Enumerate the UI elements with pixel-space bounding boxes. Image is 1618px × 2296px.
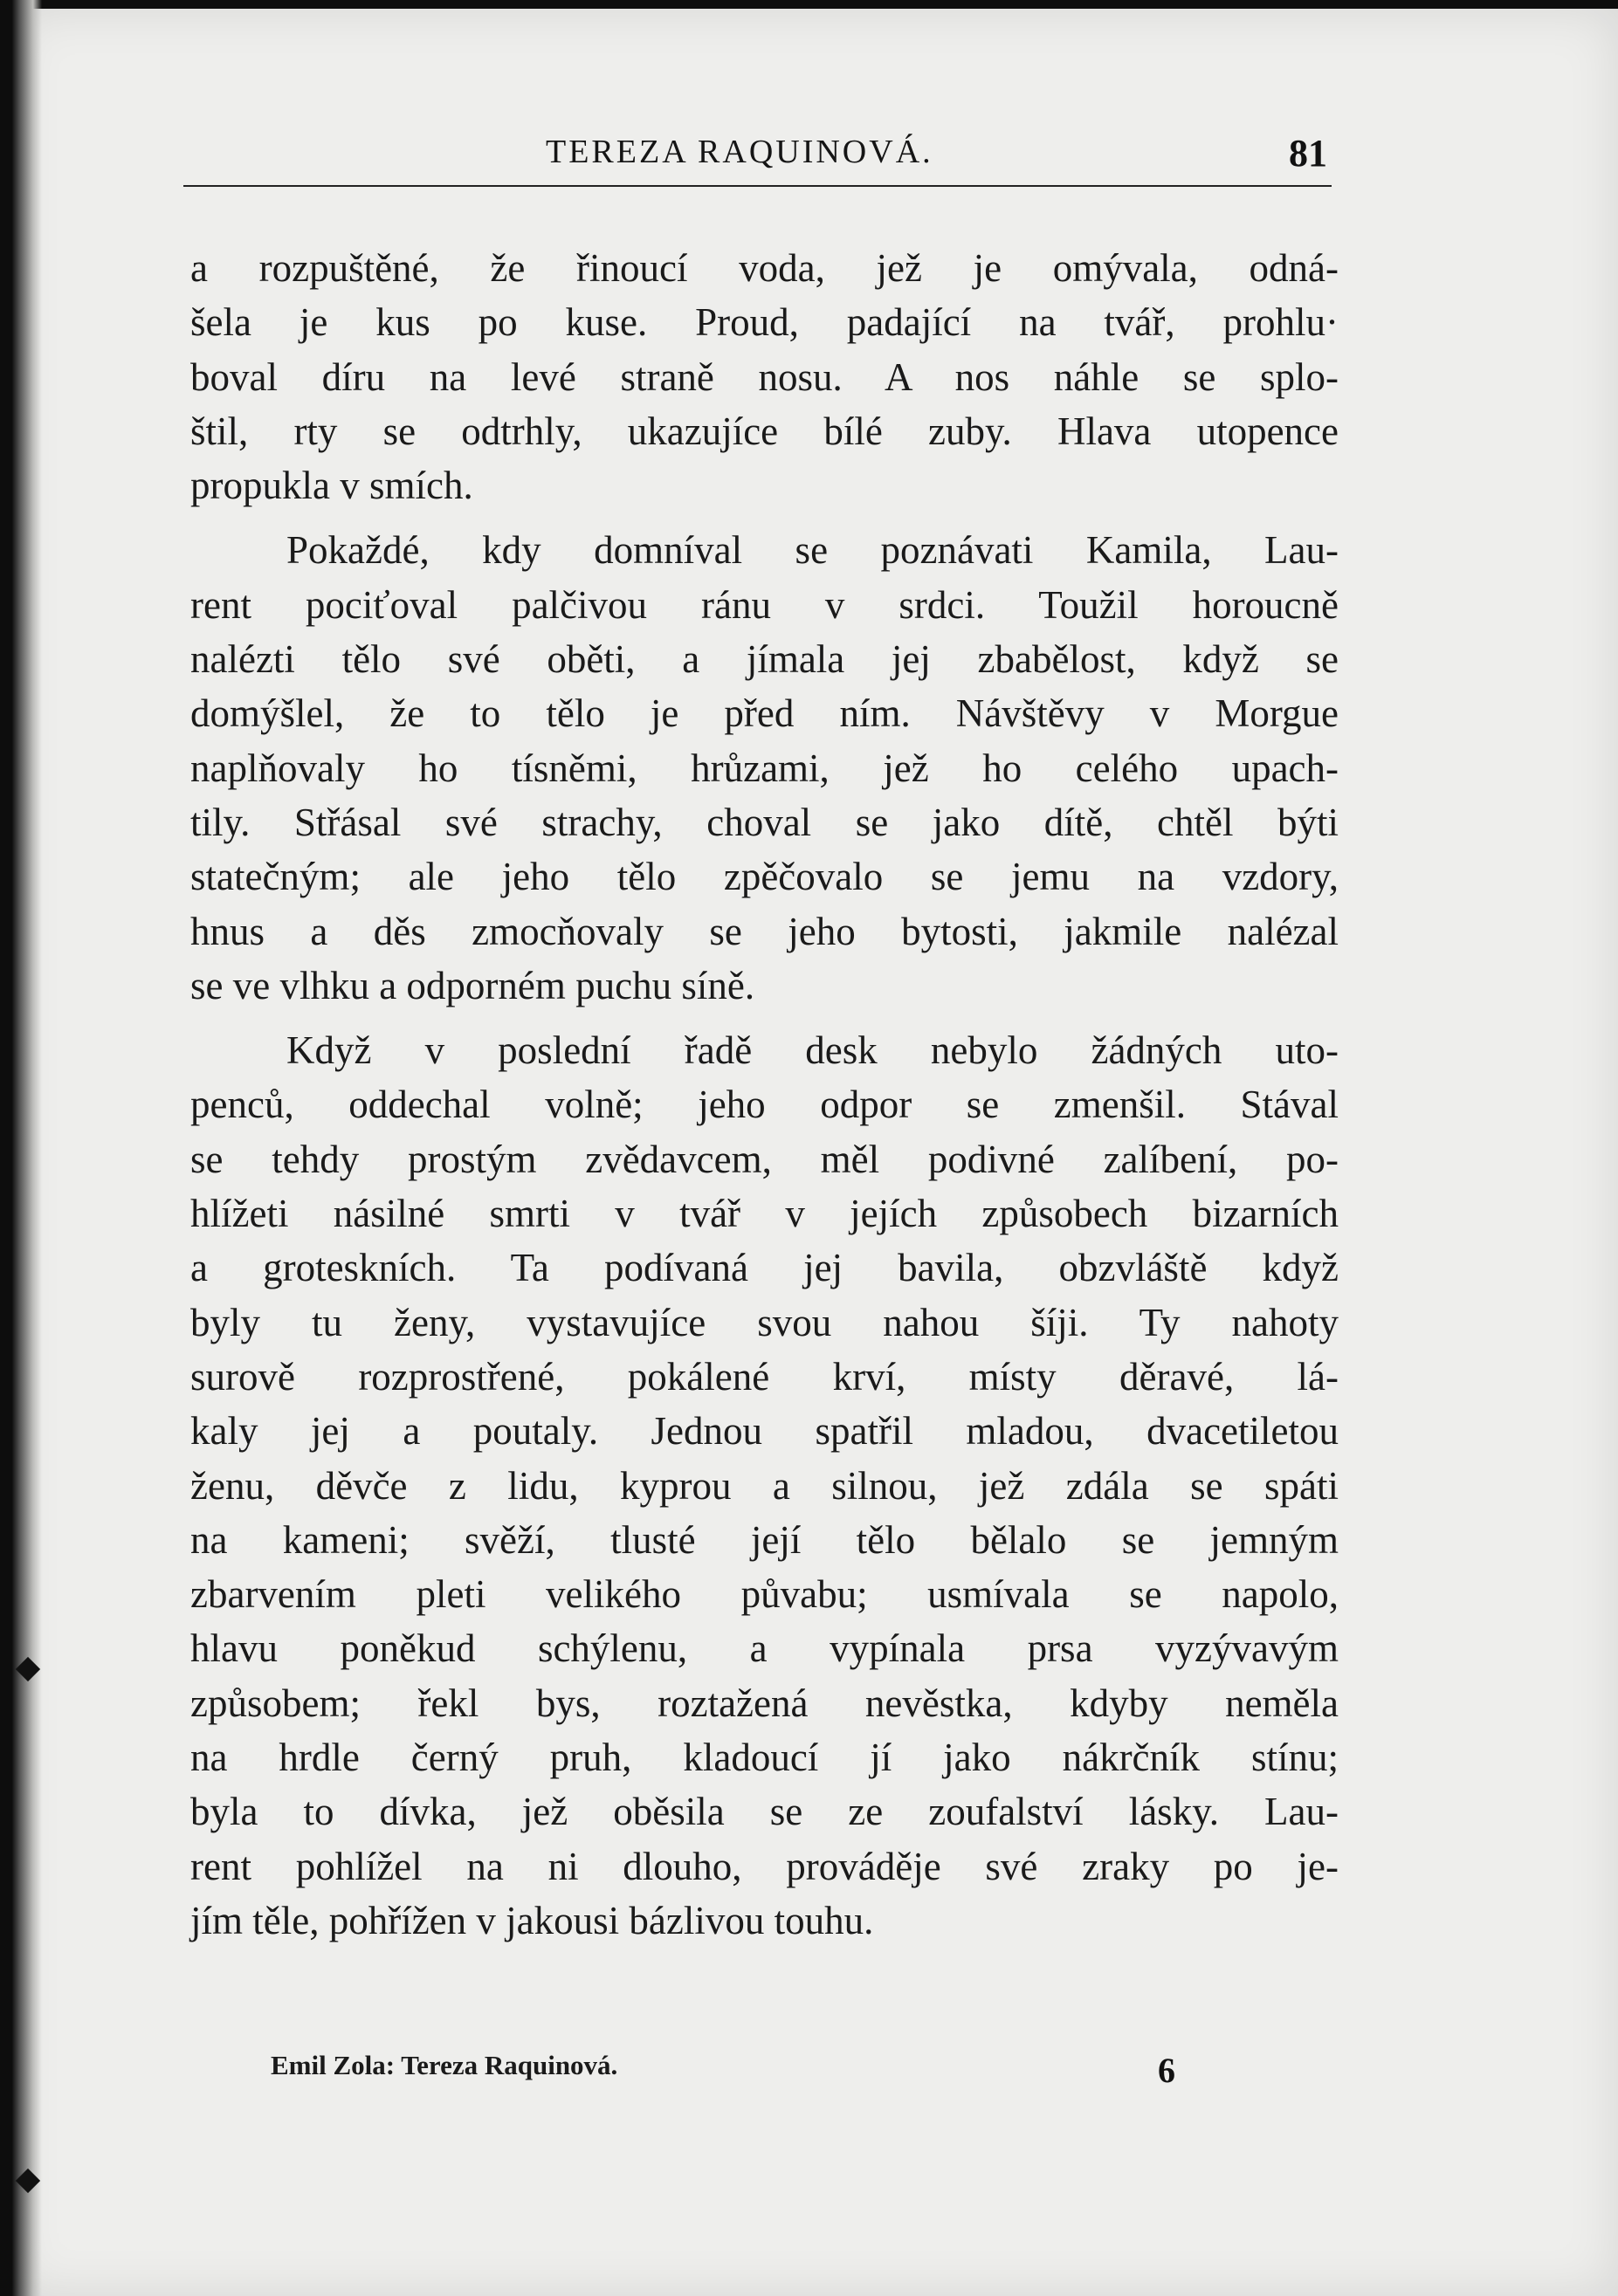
text-line: domýšlel, že to tělo je před ním. Návštěvy v Morgue [190,691,1339,736]
paragraph [190,241,1339,512]
text-line: Pokaždé, kdy domníval se poznávati Kamila, Lau- [286,528,1339,573]
text-line: štil, rty se odtrhly, ukazujíce bílé zuby. Hlava utopence [190,409,1339,453]
text-line: se tehdy prostým zvědavcem, měl podivné zalíbení, po- [190,1137,1339,1181]
text-line: byla to dívka, jež oběsila se ze zoufalství lásky. Lau- [190,1790,1339,1834]
page-number: 81 [1289,132,1327,175]
running-head [183,129,1332,187]
paragraph-gap [190,1013,1339,1023]
text-line: hlížeti násilné smrti v tvář v jejích způsobech bizarních [190,1192,1339,1236]
text-line: na hrdle černý pruh, kladoucí jí jako nákrčník stínu; [190,1736,1339,1780]
text-line: a groteskních. Ta podívaná jej bavila, obzvláště když [190,1246,1339,1290]
text-line: a rozpuštěné, že řinoucí voda, jež je omývala, odná- [190,246,1339,290]
binding-mark [16,2169,40,2193]
text-line: šela je kus po kuse. Proud, padající na tvář, prohlu· [190,300,1339,345]
text-line: surově rozprostřené, pokálené krví, místy děravé, lá- [190,1354,1339,1399]
text-line: rent pohlížel na ni dlouho, prováděje své zraky po je- [190,1844,1339,1888]
text-line: nalézti tělo své oběti, a jímala jej zbabělost, když se [190,637,1339,682]
signature-number: 6 [1158,2051,1175,2090]
printer-signature: Emil Zola: Tereza Raquinová. [271,2050,618,2080]
text-line: rent pociťoval palčivou ránu v srdci. Toužil horoucně [190,582,1339,627]
text-line: se ve vlhku a odporném puchu síně. [190,963,755,1007]
text-line: byly tu ženy, vystavujíce svou nahou šíji. Ty nahoty [190,1300,1339,1344]
text-line: kaly jej a poutaly. Jednou spatřil mladou, dvacetiletou [190,1409,1339,1454]
running-title: TEREZA RAQUINOVÁ. [546,134,933,170]
text-line: hnus a děs zmocňovaly se jeho bytosti, jakmile nalézal [190,909,1339,953]
text-line: statečným; ale jeho tělo zpěčovalo se jemu na vzdory, [190,855,1339,899]
text-line: jím těle, pohřížen v jakousi bázlivou touhu. [190,1898,874,1942]
binding-mark [16,1657,40,1681]
paragraph [190,523,1339,1013]
paragraph [190,1023,1339,1948]
text-line: boval díru na levé straně nosu. A nos náhle se splo- [190,354,1339,399]
paragraph-gap [190,512,1339,523]
text-line: zbarvením pleti velikého půvabu; usmívala se napolo, [190,1572,1339,1617]
text-line: Když v poslední řadě desk nebylo žádných uto- [286,1028,1339,1073]
text-line: hlavu poněkud schýlenu, a vypínala prsa vyzývavým [190,1626,1339,1671]
text-line: penců, oddechal volně; jeho odpor se zmenšil. Stával [190,1083,1339,1127]
text-line: na kameni; svěží, tlusté její tělo bělalo se jemným [190,1517,1339,1562]
text-line: naplňovaly ho tísněmi, hrůzami, jež ho celého upach- [190,746,1339,790]
binding-edge [12,0,42,2296]
text-line: propukla v smích. [190,464,473,508]
text-line: způsobem; řekl bys, roztažená nevěstka, kdyby neměla [190,1681,1339,1725]
body-text [190,241,1339,1948]
text-line: ženu, děvče z lidu, kyprou a silnou, jež zdála se spáti [190,1463,1339,1508]
text-line: tily. Střásal své strachy, choval se jako dítě, chtěl býti [190,800,1339,844]
